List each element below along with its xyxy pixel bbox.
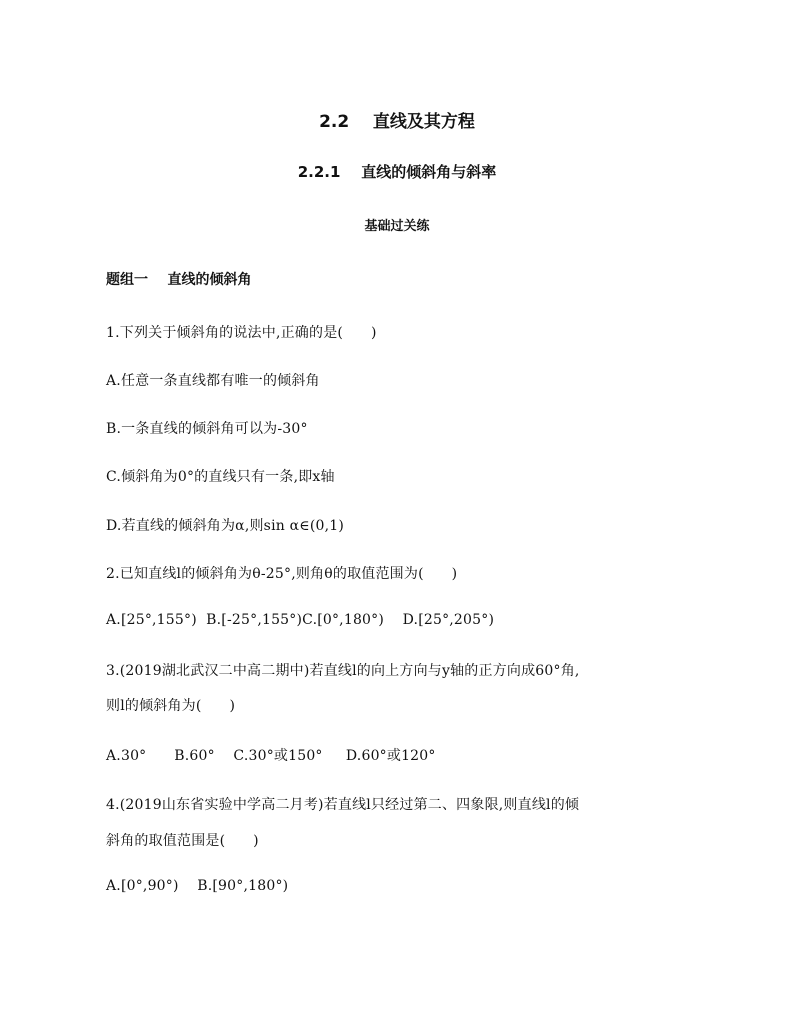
question-3-stem-line-1: 3.(2019湖北武汉二中高二期中)若直线l的向上方向与y轴的正方向成60°角, [106,663,580,679]
group-title: 题组一 直线的倾斜角 [106,272,252,288]
question-1-stem: 1.下列关于倾斜角的说法中,正确的是( ) [106,325,377,341]
exercise-title: 基础过关练 [364,219,430,234]
question-1-option-a: A.任意一条直线都有唯一的倾斜角 [106,373,320,389]
subsection-title: 2.2.1 直线的倾斜角与斜率 [297,163,497,181]
question-2-stem: 2.已知直线l的倾斜角为θ-25°,则角θ的取值范围为( ) [106,566,458,582]
question-3-options: A.30° B.60° C.30°或150° D.60°或120° [106,748,436,764]
section-title: 2.2 直线及其方程 [319,112,475,132]
question-3-stem-line-2: 则l的倾斜角为( ) [106,698,236,714]
question-1-option-d: D.若直线的倾斜角为α,则sin α∈(0,1) [106,518,345,534]
question-4-options: A.[0°,90°) B.[90°,180°) [106,878,289,894]
question-4-stem-line-1: 4.(2019山东省实验中学高二月考)若直线l只经过第二、四象限,则直线l的倾 [106,797,580,813]
question-1-option-c: C.倾斜角为0°的直线只有一条,即x轴 [106,469,335,485]
question-1-option-b: B.一条直线的倾斜角可以为-30° [106,421,308,437]
question-4-stem-line-2: 斜角的取值范围是( ) [106,833,259,849]
question-2-options: A.[25°,155°) B.[-25°,155°)C.[0°,180°) D.[25°,205°) [106,612,495,628]
